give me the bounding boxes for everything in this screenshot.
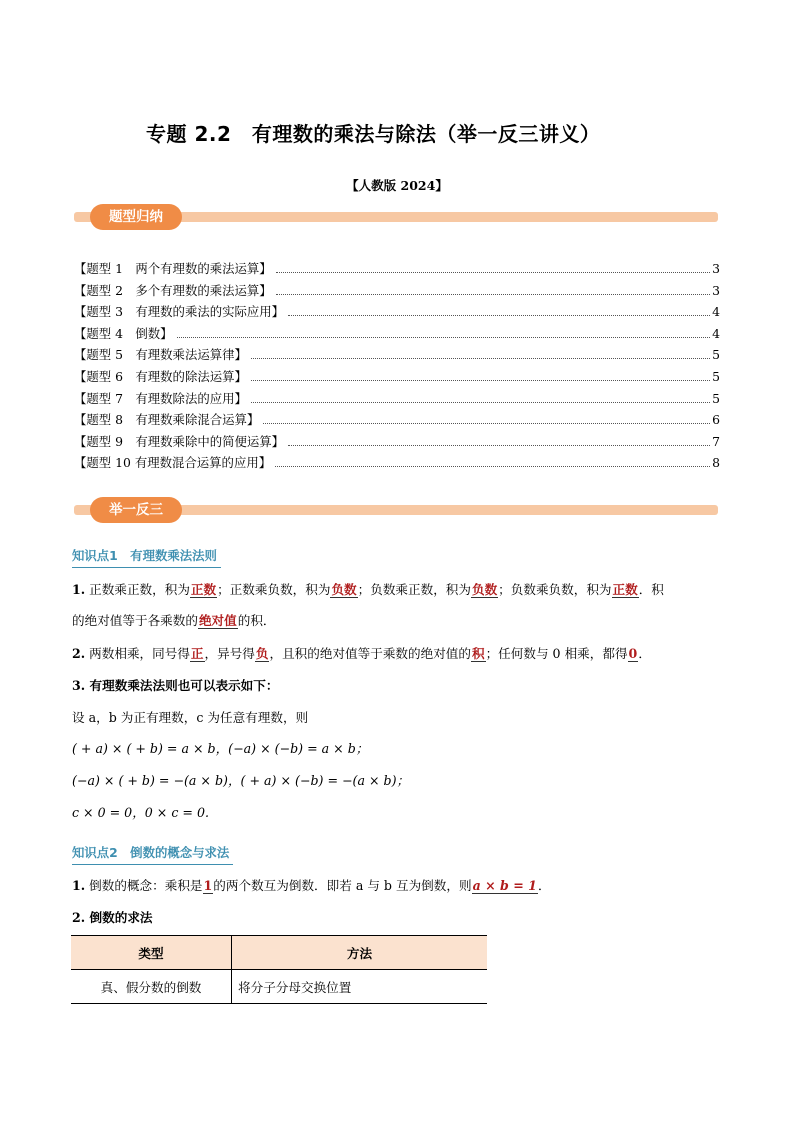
kp1-rule-3: 3. 有理数乘法法则也可以表示如下： xyxy=(72,678,279,693)
toc-leader-dots xyxy=(288,315,710,316)
toc-entry[interactable] xyxy=(74,344,720,366)
toc-entry[interactable] xyxy=(74,431,720,453)
toc-page-number: 7 xyxy=(712,433,720,449)
toc-leader-dots xyxy=(263,423,710,424)
kp2-rule-2: 2. 倒数的求法 xyxy=(72,910,153,925)
knowledge-point-2-heading: 知识点2 倒数的概念与求法 xyxy=(72,845,230,860)
kp2-rule-1 xyxy=(72,877,722,895)
section-label-main: 举一反三 xyxy=(90,497,182,523)
toc-page-number: 6 xyxy=(712,412,720,428)
toc-page-number: 3 xyxy=(712,261,720,276)
item-number: 1. xyxy=(72,878,86,893)
table-header-row xyxy=(71,936,487,970)
blank-answer: 正数 xyxy=(190,582,217,597)
text: ．积 xyxy=(638,582,664,597)
toc-entry-label: 【题型 3 有理数的乘法的实际应用】 xyxy=(74,304,285,320)
text: 的积． xyxy=(237,613,276,628)
toc-entry-label: 【题型 4 倒数】 xyxy=(74,325,173,341)
toc-entry-label: 【题型 7 有理数除法的应用】 xyxy=(74,390,247,406)
text: ；负数乘负数，积为 xyxy=(498,582,612,597)
toc-entry-label: 【题型 5 有理数乘法运算律】 xyxy=(74,347,247,363)
toc-leader-dots xyxy=(288,445,710,446)
table-row xyxy=(71,970,487,1004)
toc-page-number: 4 xyxy=(712,325,720,341)
text: 两数相乘，同号得 xyxy=(85,646,190,661)
toc-entry[interactable] xyxy=(74,323,720,345)
blank-answer: 0 xyxy=(628,646,638,661)
kp1-rule-2 xyxy=(72,645,722,663)
section-bar-main xyxy=(74,499,718,521)
text: 的绝对值等于各乘数的 xyxy=(72,613,198,628)
reciprocal-method-table xyxy=(71,935,487,1004)
toc-page-number: 5 xyxy=(712,368,720,384)
toc-leader-dots xyxy=(177,337,711,338)
edition-label: 【人教版 2024】 xyxy=(346,178,448,193)
text: ． xyxy=(638,646,651,661)
text: ． xyxy=(537,878,551,893)
toc-entry[interactable] xyxy=(74,301,720,323)
toc-leader-dots xyxy=(276,294,710,295)
blank-answer: 正 xyxy=(190,646,204,661)
toc-entry-label: 【题型 8 有理数乘除混合运算】 xyxy=(74,412,260,428)
table-header-method: 方法 xyxy=(232,936,488,970)
toc-entry-label: 【题型 6 有理数的除法运算】 xyxy=(74,368,247,384)
blank-answer: 负数 xyxy=(331,582,357,597)
toc-entry[interactable] xyxy=(74,366,720,388)
toc-page-number: 5 xyxy=(712,347,720,363)
toc-entry[interactable] xyxy=(74,258,720,280)
kp1-rule-1-cont xyxy=(72,612,722,630)
text: 的两个数互为倒数．即若 a 与 b 互为倒数，则 xyxy=(213,878,472,893)
knowledge-point-1-heading: 知识点1 有理数乘法法则 xyxy=(72,548,217,563)
toc-page-number: 8 xyxy=(712,455,720,471)
item-number: 2. xyxy=(72,646,86,661)
toc-leader-dots xyxy=(275,466,710,467)
text: 正数乘正数，积为 xyxy=(85,582,190,597)
toc-entry-label: 【题型 1 两个有理数的乘法运算】 xyxy=(74,261,272,276)
toc-page-number: 4 xyxy=(712,304,720,320)
kp1-formula-1: ( + a) × ( + b) = a × b，(−a) × (−b) = a × b； xyxy=(72,741,369,756)
table-cell: 将分子分母交换位置 xyxy=(232,970,488,1004)
kp1-rule-1 xyxy=(72,581,722,599)
item-number: 1. xyxy=(72,582,86,597)
toc-entry[interactable] xyxy=(74,280,720,302)
toc-leader-dots xyxy=(276,272,710,273)
text: ；任何数与 0 相乘，都得 xyxy=(485,646,628,661)
table-header-type: 类型 xyxy=(71,936,232,970)
text: ；负数乘正数，积为 xyxy=(357,582,471,597)
blank-answer: 1 xyxy=(203,878,213,893)
toc-entry-label: 【题型 9 有理数乘除中的简便运算】 xyxy=(74,433,285,449)
toc-entry-label: 【题型 2 多个有理数的乘法运算】 xyxy=(74,282,272,298)
toc-entry[interactable] xyxy=(74,388,720,410)
text: ；正数乘负数，积为 xyxy=(217,582,331,597)
blank-answer: 积 xyxy=(471,646,485,661)
toc-leader-dots xyxy=(251,380,710,381)
section-bar-toc xyxy=(74,206,718,228)
table-of-contents xyxy=(74,258,720,474)
kp1-formula-3: c × 0 = 0，0 × c = 0. xyxy=(72,805,209,820)
toc-leader-dots xyxy=(251,358,710,359)
toc-entry[interactable] xyxy=(74,409,720,431)
toc-entry-label: 【题型 10 有理数混合运算的应用】 xyxy=(74,455,272,471)
kp1-premise: 设 a，b 为正有理数，c 为任意有理数，则 xyxy=(72,710,309,725)
blank-answer: a × b = 1 xyxy=(472,878,537,893)
toc-entry[interactable] xyxy=(74,452,720,474)
blank-answer: 负 xyxy=(255,646,269,661)
page-title: 专题 2.2 有理数的乘法与除法（举一反三讲义） xyxy=(146,122,601,146)
kp1-formula-2: (−a) × ( + b) = −(a × b)，( + a) × (−b) = −(a × b)； xyxy=(72,773,410,788)
toc-page-number: 3 xyxy=(712,282,720,298)
text: ，且积的绝对值等于乘数的绝对值的 xyxy=(269,646,471,661)
blank-answer: 负数 xyxy=(471,582,498,597)
blank-answer: 正数 xyxy=(612,582,638,597)
blank-answer: 绝对值 xyxy=(198,613,237,628)
text: ，异号得 xyxy=(204,646,255,661)
section-label-toc: 题型归纳 xyxy=(90,204,182,230)
table-cell: 真、假分数的倒数 xyxy=(71,970,232,1004)
toc-leader-dots xyxy=(251,402,710,403)
text: 倒数的概念：乘积是 xyxy=(85,878,203,893)
toc-page-number: 5 xyxy=(712,390,720,406)
